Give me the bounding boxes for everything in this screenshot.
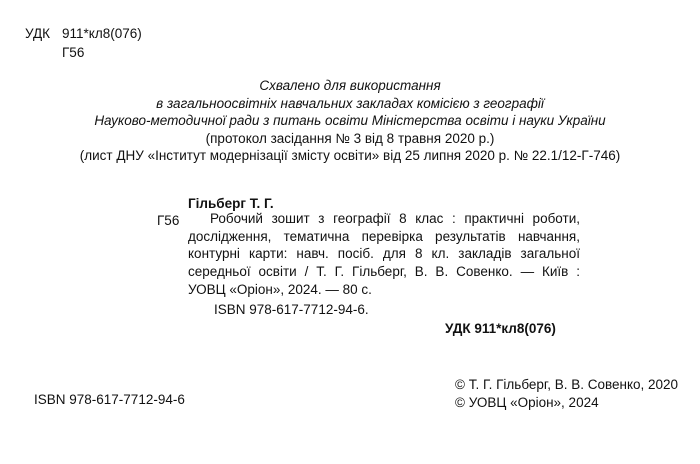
catalog-description bbox=[188, 210, 580, 299]
approval-line-5: (лист ДНУ «Інститут модернізації змісту освіти» від 25 липня 2020 р. № 22.1/12-Г-746) bbox=[79, 148, 621, 164]
approval-block bbox=[0, 77, 700, 165]
library-code: Г56 bbox=[62, 45, 85, 60]
catalog-description-line-3: контурні карти: навч. посіб. для 8 кл. закладів загальної bbox=[188, 246, 580, 262]
catalog-author: Гільберг Т. Г. bbox=[188, 196, 274, 211]
udk-code: 911*кл8(076) bbox=[62, 26, 142, 41]
catalog-description-line-5: УОВЦ «Оріон», 2024. — 80 с. bbox=[188, 281, 372, 297]
catalog-description-line-2: дослідження, тематична перевірка результатів навчання, bbox=[188, 228, 580, 244]
catalog-library-code: Г56 bbox=[157, 213, 180, 228]
copyright-authors: © Т. Г. Гільберг, В. В. Совенко, 2020 bbox=[455, 377, 679, 392]
approval-line-2: в загальноосвітніх навчальних закладах комісією з географії bbox=[156, 95, 544, 111]
footer-isbn: ISBN 978-617-7712-94-6 bbox=[34, 392, 185, 407]
copyright-publisher: © УОВЦ «Оріон», 2024 bbox=[455, 395, 599, 410]
approval-line-3: Науково-методичної ради з питань освіти Міністерства освіти і науки України bbox=[94, 113, 606, 129]
catalog-description-line-1: Робочий зошит з географії 8 клас : практичні роботи, bbox=[210, 211, 580, 226]
catalog-isbn: ISBN 978-617-7712-94-6. bbox=[214, 302, 369, 317]
catalog-description-line-4: середньої освіти / Т. Г. Гільберг, В. В. Совенко. — Київ : bbox=[188, 264, 580, 280]
catalog-udk: УДК 911*кл8(076) bbox=[445, 321, 556, 336]
udk-label: УДК bbox=[25, 26, 50, 41]
approval-line-4: (протокол засідання № 3 від 8 травня 2020 р.) bbox=[205, 130, 495, 146]
approval-line-1: Схвалено для використання bbox=[259, 78, 441, 93]
